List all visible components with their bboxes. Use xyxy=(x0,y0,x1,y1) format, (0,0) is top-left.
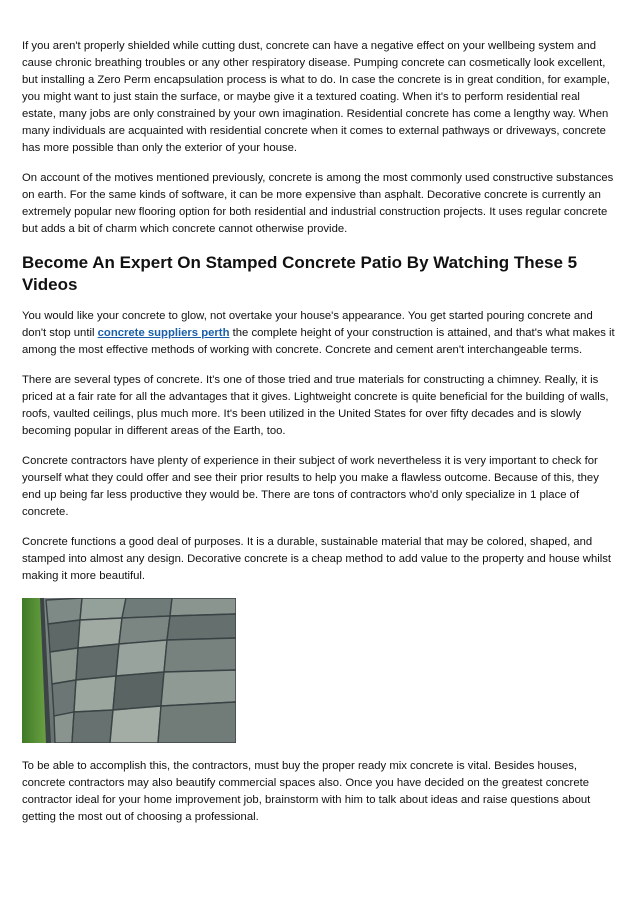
paragraph-3-start: You would like your concrete to glow, not overtake your house's appearance. You get started pouring concrete and don't stop until xyxy=(22,310,593,339)
paragraph-6: Concrete functions a good deal of purposes. It is a durable, sustainable material that may be colored, shaped, and stamped into almost any design. Decorative concrete is a cheap method to add value to the property and house whilst making it more beautiful. xyxy=(22,536,612,582)
stone-patio-photo xyxy=(22,598,236,743)
paragraph-2: On account of the motives mentioned previously, concrete is among the most commonly used constructive substances on earth. For the same kinds of software, it can be more expensive than asphalt. Decorative concrete is currently an extremely popular new flooring option for both residential and industrial construction projects. It uses regular concrete but adds a bit of charm which concrete cannot otherwise provide. xyxy=(22,172,614,235)
paragraph-3 xyxy=(22,308,616,359)
paragraph-3-end: the complete height of your construction is attained, and that's what makes it among the most effective methods of working with concrete. Concrete and cement aren't interchangeable terms. xyxy=(22,327,615,356)
paragraph-7: To be able to accomplish this, the contractors, must buy the proper ready mix concrete is vital. Besides houses, concrete contractors may also beautify commercial spaces also. Once you have decided on the greatest concrete contractor ideal for your home improvement job, brainstorm with him to talk about ideas and raise questions about getting the most out of choosing a professional. xyxy=(22,760,591,823)
section-heading: Become An Expert On Stamped Concrete Patio By Watching These 5 Videos xyxy=(22,253,578,294)
concrete-suppliers-link[interactable]: concrete suppliers perth xyxy=(97,327,230,339)
paragraph-1: If you aren't properly shielded while cutting dust, concrete can have a negative effect on your wellbeing system and cause chronic breathing troubles or any other respiratory disease. Pumping concrete can cosmetically look excellent, but installing a Zero Perm encapsulation process is what to do. In case the concrete is in great condition, for example, you might want to just stain the surface, or maybe give it a textured coating. When it's to perform residential real estate, many jobs are only constrained by your own imagination. Residential concrete has come a lengthy way. When many individuals are acquainted with residential concrete when it comes to external pathways or driveways, concrete has more possible than only the exterior of your house. xyxy=(22,40,610,154)
stone-patio-illustration xyxy=(22,598,236,743)
paragraph-4: There are several types of concrete. It's one of those tried and true materials for constructing a chimney. Really, it is priced at a fair rate for all the advantages that it gives. Lightweight concrete is quite beneficial for the building of walls, roofs, vaulted ceilings, plus much more. It's been utilized in the United States for over fifty decades and is slowly becoming popular in different areas of the Earth, too. xyxy=(22,374,609,437)
paragraph-5: Concrete contractors have plenty of experience in their subject of work nevertheless it is very important to check for yourself what they could offer and see their prior results to help you make a flawless outcome. Because of this, they end up being far less productive they would be. There are tons of contractors who'd only specialize in 1 place of concrete. xyxy=(22,455,599,518)
